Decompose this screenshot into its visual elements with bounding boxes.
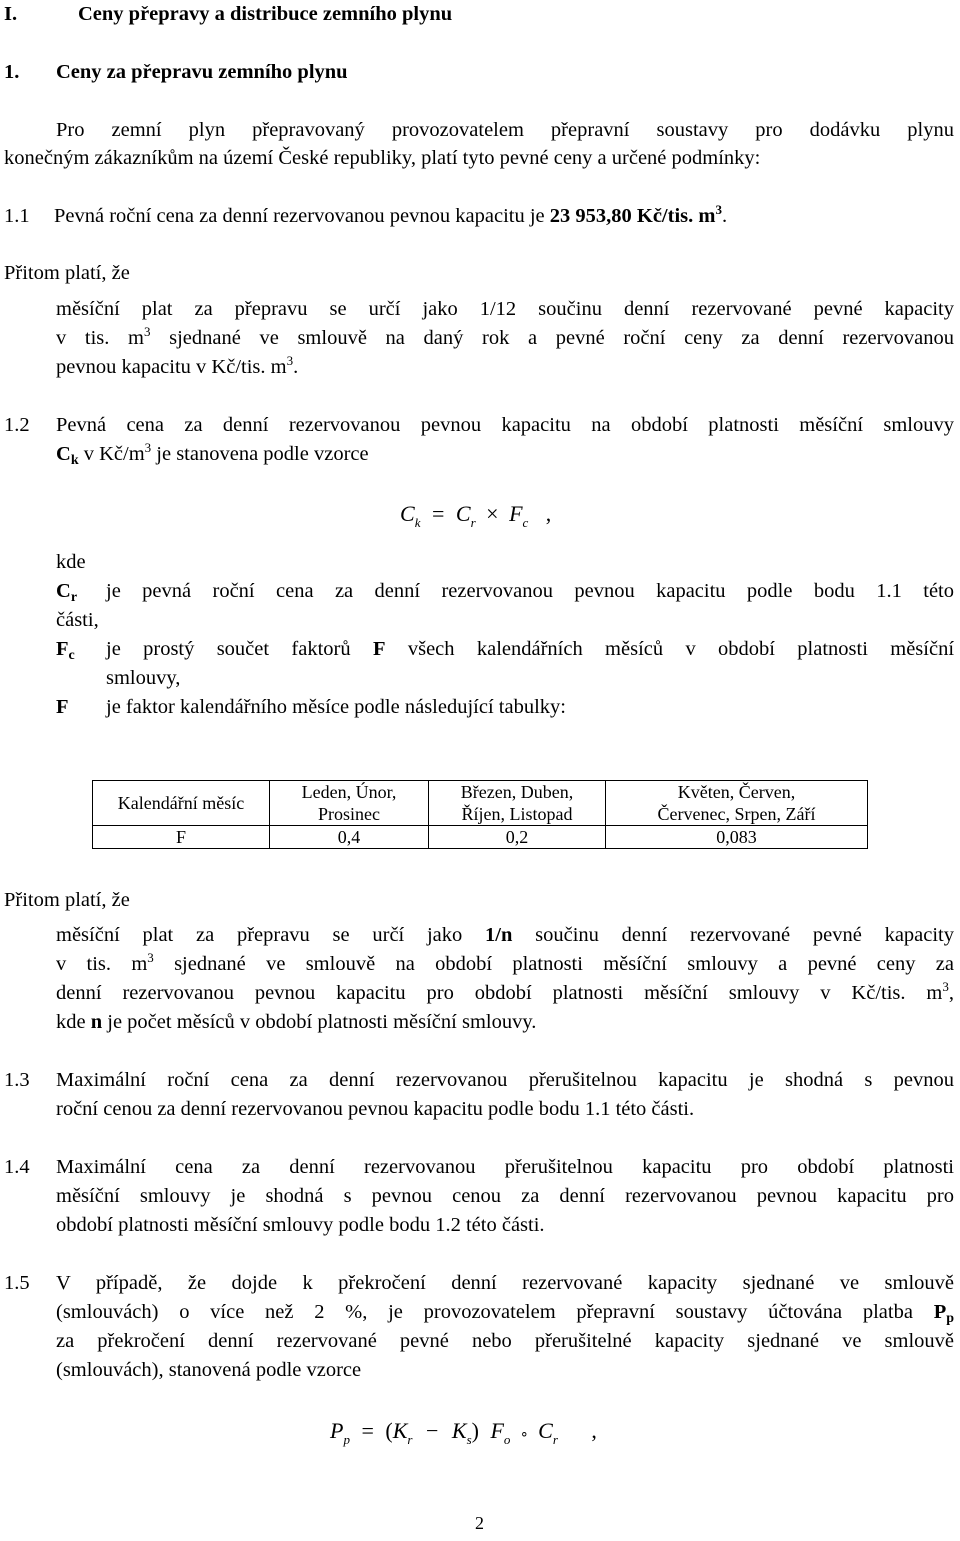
symbol-c: C <box>400 501 415 526</box>
point-1-3-number: 1.3 <box>4 1069 30 1091</box>
close-paren: ) <box>471 1418 479 1443</box>
text: (smlouvách) o více než 2 %, je provozovatelem přepravní soustavy účtována platba <box>56 1301 913 1323</box>
value-cell: 0,083 <box>606 826 868 849</box>
point-1-3-line-2: roční cenou za denní rezervovanou pevnou kapacitu podle bodu 1.1 této části. <box>56 1098 695 1120</box>
unit-exponent: 3 <box>715 202 722 217</box>
comma: , <box>545 501 552 526</box>
symbol-c: C <box>538 1418 553 1443</box>
intro-line-1: Pro zemní plyn přepravovaný provozovatelem přepravní soustavy pro dodávku plynu <box>56 119 954 141</box>
row-label-cell: F <box>93 826 270 849</box>
bold-n: n <box>90 1011 103 1033</box>
symbol-c: C <box>455 501 471 526</box>
point-1-4-line-1: Maximální cena za denní rezervovanou přerušitelnou kapacitu pro období platnosti <box>56 1156 954 1178</box>
text: součinu denní rezervované pevné kapacity <box>535 924 955 946</box>
p12b-line-4 <box>56 1012 536 1033</box>
point-1-5-number: 1.5 <box>4 1272 30 1294</box>
pritom-heading-2: Přitom platí, že <box>4 889 130 911</box>
text: , <box>948 982 954 1004</box>
comma: , <box>591 1418 597 1443</box>
text: kde <box>56 1011 86 1033</box>
text: Prosinec <box>318 804 380 824</box>
exponent: 3 <box>286 353 294 368</box>
def-fc-line-2: smlouvy, <box>106 667 181 689</box>
p11b-line-2 <box>56 324 954 349</box>
text: je stanovena podle vzorce <box>156 443 369 465</box>
point-text: Pevná roční cena za denní rezervovanou pevnou kapacitu je <box>54 205 545 227</box>
period: . <box>721 205 728 227</box>
header-cell <box>270 781 429 826</box>
table-row <box>93 826 868 849</box>
equals-sign: = <box>361 1418 374 1443</box>
p12b-line-2 <box>56 950 954 975</box>
page-number: 2 <box>475 1513 484 1533</box>
value-cell: 0,2 <box>429 826 606 849</box>
ck-symbol: C <box>56 443 71 465</box>
point-1-5-line-3: za překročení denní rezervované pevné nebo přerušitelné kapacity sjednané ve smlouvě <box>56 1330 954 1352</box>
sub-r: r <box>552 1432 558 1447</box>
point-1-1 <box>4 202 728 227</box>
sub-r: r <box>470 515 476 530</box>
text: sjednané ve smlouvě na období platnosti měsíční smlouvy a pevné ceny za <box>174 953 954 975</box>
compose-sign: ∘ <box>519 1427 529 1442</box>
exponent: 3 <box>143 324 151 339</box>
price-value: 23 953,80 Kč/tis. m <box>549 205 716 227</box>
symbol-k: K <box>392 1418 408 1443</box>
subsection-title: Ceny za přepravu zemního plynu <box>56 61 348 83</box>
section-heading <box>4 3 453 25</box>
subscript: c <box>68 648 75 663</box>
def-f-line: je faktor kalendářního měsíce podle následující tabulky: <box>106 696 566 718</box>
text: všech kalendářních měsíců v období platnosti měsíční <box>407 638 955 660</box>
pritom-heading-1: Přitom platí, že <box>4 262 130 284</box>
p12b-line-1 <box>56 925 954 946</box>
p11b-line-1: měsíční plat za přepravu se určí jako 1/12 součinu denní rezervované pevné kapacity <box>56 298 954 320</box>
text: . <box>293 356 299 378</box>
value-cell: 0,4 <box>270 826 429 849</box>
text: pevnou kapacitu v Kč/tis. m <box>56 356 287 378</box>
text: Květen, Červen, <box>677 782 796 802</box>
text: Červenec, Srpen, Září <box>657 804 816 824</box>
def-fc-symbol <box>56 638 75 663</box>
symbol-k: K <box>451 1418 467 1443</box>
sub-c: c <box>522 515 529 530</box>
symbol-f: F <box>490 1418 504 1443</box>
exponent: 3 <box>144 440 152 455</box>
equals-sign: = <box>431 501 445 526</box>
bold-f: F <box>372 638 386 660</box>
symbol: F <box>56 638 69 660</box>
p12b-line-3 <box>56 979 954 1004</box>
pp-symbol: P <box>933 1301 947 1323</box>
exponent: 3 <box>942 979 949 994</box>
header-cell <box>606 781 868 826</box>
point-1-2-number: 1.2 <box>4 414 30 436</box>
sub-o: o <box>503 1432 511 1447</box>
point-1-1-body <box>54 202 728 227</box>
sub-p: p <box>343 1432 350 1447</box>
def-f-symbol: F <box>56 696 69 718</box>
intro-line-2: konečným zákazníkům na území České republiky, platí tyto pevné ceny a určené podmínky: <box>4 147 761 169</box>
sub-s: s <box>466 1432 472 1447</box>
text: v tis. m <box>56 953 148 975</box>
def-cr-line-2: části, <box>56 609 99 631</box>
formula-ck <box>400 501 552 530</box>
text: denní rezervovanou pevnou kapacitu pro období platnosti měsíční smlouvy v Kč/tis. m <box>56 982 943 1004</box>
header-cell: Kalendářní měsíc <box>93 781 270 826</box>
formula-pp <box>330 1418 597 1447</box>
text: měsíční plat za přepravu se určí jako <box>56 924 463 946</box>
p11b-line-3 <box>56 353 299 378</box>
kde-label: kde <box>56 551 86 573</box>
table-header-row <box>93 781 868 826</box>
point-1-5-line-2 <box>56 1301 955 1326</box>
text: Březen, Duben, <box>460 782 574 802</box>
text: v tis. m <box>56 327 144 349</box>
text: je prostý součet faktorů <box>106 638 351 660</box>
text: Říjen, Listopad <box>461 804 573 824</box>
month-factor-table <box>92 780 868 849</box>
text: je počet měsíců v období platnosti měsíční smlouvy. <box>107 1011 537 1033</box>
point-1-2-line-2 <box>56 440 369 468</box>
header-cell <box>429 781 606 826</box>
def-fc-line-1 <box>106 639 954 660</box>
sub-r: r <box>407 1432 413 1447</box>
subsection-number: 1. <box>4 61 20 83</box>
subsection-heading <box>4 61 348 83</box>
section-title: Ceny přepravy a distribuce zemního plynu <box>78 3 453 25</box>
times-sign: × <box>486 501 499 526</box>
text: Leden, Únor, <box>301 782 397 802</box>
symbol: C <box>56 580 71 602</box>
symbol-p: P <box>330 1418 344 1443</box>
point-1-4-line-3: období platnosti měsíční smlouvy podle bodu 1.2 této části. <box>56 1214 545 1236</box>
section-number: I. <box>4 3 18 25</box>
point-number: 1.1 <box>4 205 30 227</box>
def-cr-symbol <box>56 580 78 605</box>
point-1-5-line-1: V případě, že dojde k překročení denní rezervované kapacity sjednané ve smlouvě <box>56 1272 954 1294</box>
bold-fraction: 1/n <box>485 924 513 946</box>
point-1-5-line-4: (smlouvách), stanovená podle vzorce <box>56 1359 362 1381</box>
text: v Kč/m <box>83 443 145 465</box>
point-1-2-line-1: Pevná cena za denní rezervovanou pevnou kapacitu na období platnosti měsíční smlouvy <box>56 414 954 436</box>
point-1-3-line-1: Maximální roční cena za denní rezervovanou přerušitelnou kapacitu je shodná s pevnou <box>56 1069 954 1091</box>
def-cr-line-1: je pevná roční cena za denní rezervovanou pevnou kapacitu podle bodu 1.1 této <box>106 580 954 602</box>
symbol-f: F <box>509 501 523 526</box>
exponent: 3 <box>147 950 154 965</box>
subscript: r <box>70 590 78 605</box>
text: sjednané ve smlouvě na daný rok a pevné roční ceny za denní rezervovanou <box>169 327 954 349</box>
point-1-4-number: 1.4 <box>4 1156 30 1178</box>
pp-subscript: p <box>946 1311 955 1326</box>
point-1-4-line-2: měsíční smlouvy je shodná s pevnou cenou za denní rezervovanou pevnou kapacitu pro <box>56 1185 954 1207</box>
ck-subscript: k <box>70 453 79 468</box>
minus-sign: − <box>425 1418 439 1443</box>
sub-k: k <box>414 515 421 530</box>
open-paren: ( <box>385 1418 393 1443</box>
